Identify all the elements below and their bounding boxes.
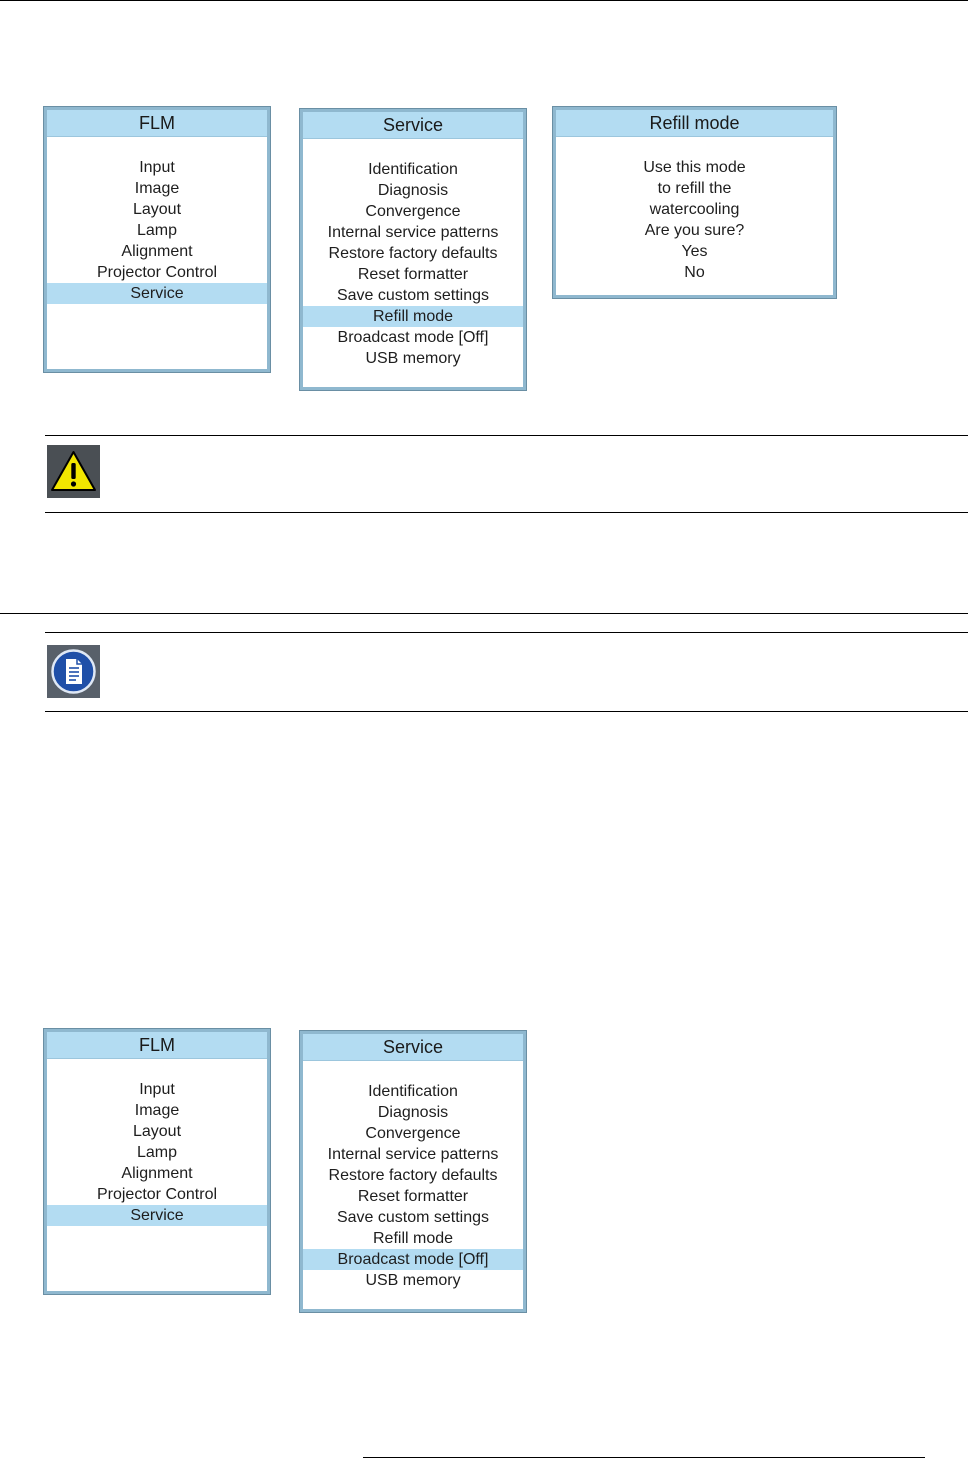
service-menu	[300, 109, 526, 390]
menu-item[interactable]: Diagnosis	[377, 182, 449, 199]
menu-item[interactable]: Diagnosis	[377, 1104, 449, 1121]
dialog-line: Are you sure?	[644, 222, 745, 239]
menu-item[interactable]: Service	[47, 1205, 267, 1226]
menu-item[interactable]: Identification	[368, 1083, 458, 1100]
menu-item[interactable]: Image	[134, 1102, 180, 1119]
caution-icon	[47, 445, 100, 498]
menu-title: Service	[303, 1034, 523, 1061]
menu-title: FLM	[47, 110, 267, 137]
note-top-rule	[45, 632, 968, 633]
menu-item[interactable]: Convergence	[365, 203, 461, 220]
menu-item[interactable]: Reset formatter	[357, 1188, 469, 1205]
menu-list	[47, 137, 267, 304]
menu-item[interactable]: Reset formatter	[357, 266, 469, 283]
menu-item[interactable]: Refill mode	[372, 1230, 454, 1247]
dialog-option-yes[interactable]: Yes	[681, 243, 708, 260]
menu-item[interactable]: Save custom settings	[336, 287, 490, 304]
menu-item[interactable]: Layout	[132, 1123, 182, 1140]
menu-item[interactable]: Restore factory defaults	[328, 1167, 498, 1184]
refill-mode-dialog	[553, 107, 836, 298]
menu-item[interactable]: Internal service patterns	[327, 1146, 499, 1163]
flm-menu-2	[44, 1029, 270, 1294]
top-rule	[0, 0, 968, 1]
note-bottom-rule	[45, 711, 968, 712]
menu-item[interactable]: Layout	[132, 201, 182, 218]
menu-item[interactable]: Projector Control	[96, 264, 218, 281]
menu-item[interactable]: Input	[139, 159, 175, 176]
menu-title: Service	[303, 112, 523, 139]
menu-item[interactable]: Service	[47, 283, 267, 304]
dialog-option-no[interactable]: No	[684, 264, 705, 281]
menu-item[interactable]: Input	[139, 1081, 175, 1098]
section-rule	[0, 613, 968, 614]
menu-item[interactable]: Image	[134, 180, 180, 197]
menu-item[interactable]: Lamp	[136, 1144, 178, 1161]
caution-top-rule	[45, 435, 968, 436]
menu-list	[47, 1059, 267, 1226]
caution-bottom-rule	[45, 512, 968, 513]
menu-item[interactable]: Save custom settings	[336, 1209, 490, 1226]
menu-item[interactable]: Alignment	[121, 243, 193, 260]
dialog-line: Use this mode	[643, 159, 746, 176]
menu-item[interactable]: Internal service patterns	[327, 224, 499, 241]
menu-item[interactable]: Refill mode	[303, 306, 523, 327]
menu-item[interactable]: Broadcast mode [Off]	[337, 329, 489, 346]
dialog-line: to refill the	[657, 180, 732, 197]
note-icon	[47, 645, 100, 698]
flm-menu	[44, 107, 270, 372]
service-menu-2	[300, 1031, 526, 1312]
menu-item[interactable]: Lamp	[136, 222, 178, 239]
menu-list	[303, 139, 523, 369]
menu-item[interactable]: Projector Control	[96, 1186, 218, 1203]
menu-item[interactable]: USB memory	[365, 1272, 461, 1289]
footer-rule	[363, 1457, 925, 1458]
menu-title: FLM	[47, 1032, 267, 1059]
dialog-line: watercooling	[649, 201, 740, 218]
menu-item[interactable]: Restore factory defaults	[328, 245, 498, 262]
menu-item[interactable]: Alignment	[121, 1165, 193, 1182]
menu-item[interactable]: Convergence	[365, 1125, 461, 1142]
dialog-title: Refill mode	[556, 110, 833, 137]
menu-item[interactable]: Broadcast mode [Off]	[303, 1249, 523, 1270]
menu-item[interactable]: USB memory	[365, 350, 461, 367]
dialog-text	[556, 137, 833, 283]
menu-item[interactable]: Identification	[368, 161, 458, 178]
menu-list	[303, 1061, 523, 1291]
